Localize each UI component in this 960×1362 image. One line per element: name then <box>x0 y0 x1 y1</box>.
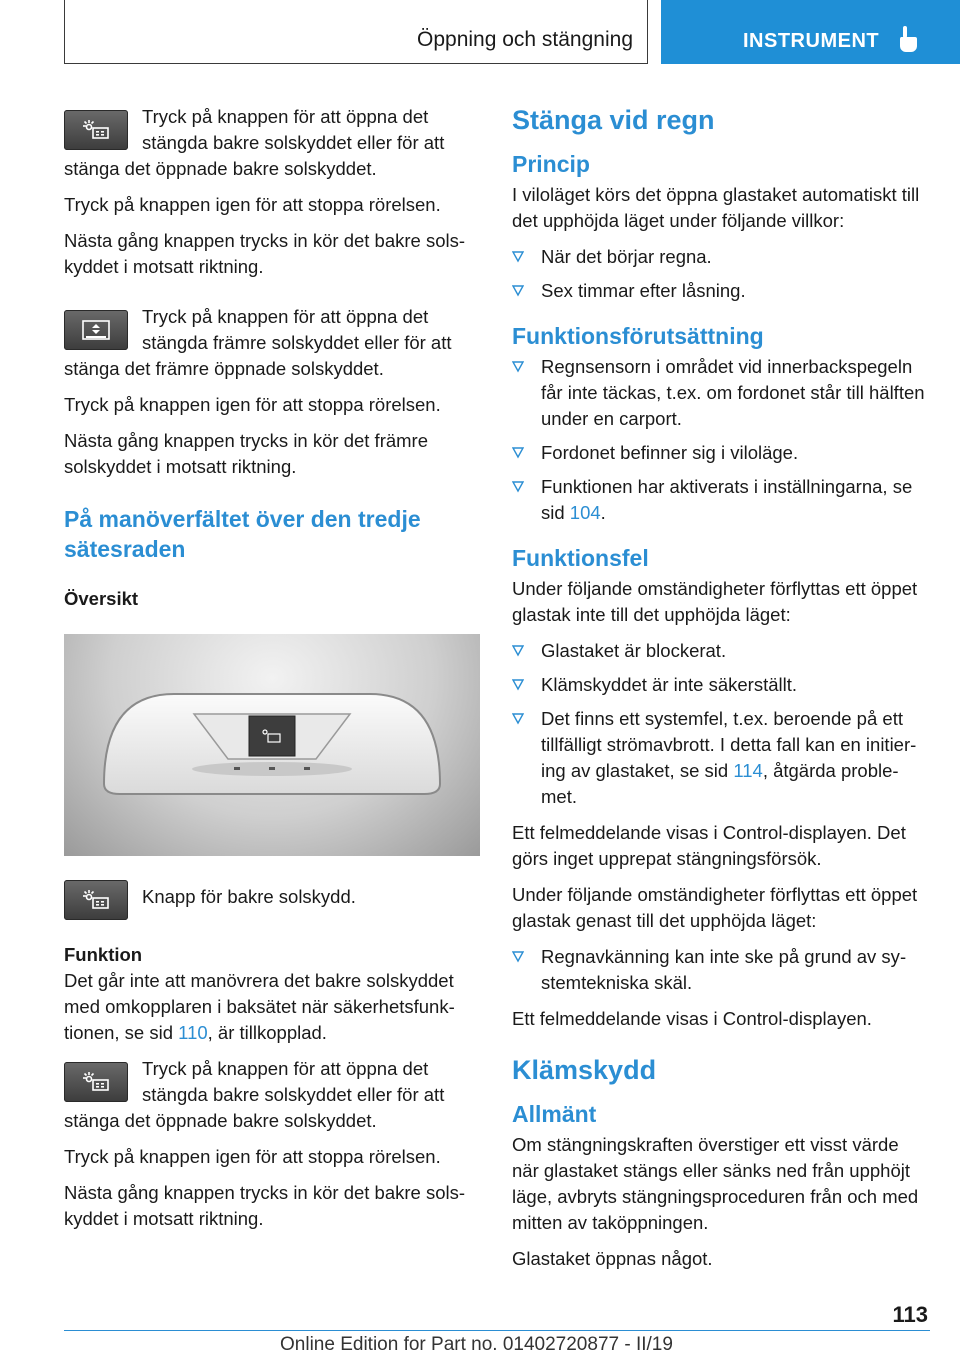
list-item: Glastaket är blockerat. <box>512 638 928 664</box>
paragraph: Nästa gång knappen trycks in kör det bakre solskyddet i motsatt riktning. <box>64 1182 466 1229</box>
page-reference-link[interactable]: 114 <box>733 760 763 781</box>
list-item: Klämskyddet är inte säkerställt. <box>512 672 928 698</box>
paragraph: Tryck på knappen igen för att stoppa rörelsen. <box>64 1146 441 1167</box>
paragraph: Ett felmeddelande visas i Control-displayen. Det görs inget upprepat stängningsförsök. <box>512 822 906 869</box>
section-heading: Stänga vid regn <box>512 105 715 135</box>
paragraph: Tryck på knappen för att öppna det stängda bakre solskyddet eller för att stänga det öppnade bakre solskyddet. <box>64 106 445 179</box>
paragraph: Tryck på knappen igen för att stoppa rörelsen. <box>64 194 441 215</box>
subsection-heading: Allmänt <box>512 1101 597 1127</box>
bullet-list <box>512 244 928 304</box>
rear-sunshade-button-icon <box>64 110 128 150</box>
paragraph: Nästa gång knappen trycks in kör det främre solskyddet i motsatt riktning. <box>64 430 429 477</box>
subsection-heading: Funktionsfel <box>512 545 649 571</box>
paragraph: Tryck på knappen för att öppna det stängda bakre solskyddet eller för att stänga det öppnade bakre solskyddet. <box>64 1058 445 1131</box>
list-item: Fordonet befinner sig i viloläge. <box>512 440 928 466</box>
rear-sunshade-button-icon <box>64 880 128 920</box>
list-item: Regnsensorn i området vid innerbackspegeln får inte täckas, t.ex. om fordonet står till hälften under en carport. <box>512 354 928 432</box>
paragraph: Ett felmeddelande visas i Control-displayen. <box>512 1008 872 1029</box>
paragraph: I viloläget körs det öppna glastaket automatiskt till det upphöjda läget under följande villkor: <box>512 184 920 231</box>
bullet-list <box>512 638 928 810</box>
overhead-control-panel-photo <box>64 634 480 856</box>
bullet-list <box>512 354 928 526</box>
right-column <box>512 104 928 1282</box>
footer-edition: Online Edition for Part no. 01402720877 - II/19 <box>280 1334 673 1355</box>
header-section-box <box>64 0 648 64</box>
page-reference-link[interactable]: 110 <box>178 1022 208 1043</box>
list-item: Det finns ett systemfel, t.ex. beroende på ett tillfälligt strömavbrott. I detta fall kan en initiering av glastaket, se sid 114, åtgärda problemet. <box>512 706 928 810</box>
paragraph: Om stängningskraften överstiger ett visst värde när glastaket stängs eller sänks ned från upphöjt läge, avbryts stängningsproceduren från och med mitten av taköppningen. <box>512 1134 919 1233</box>
left-column <box>64 104 480 1242</box>
paragraph: Under följande omständigheter förflyttas ett öppet glastak inte till det upphöjda läget: <box>512 578 918 625</box>
header-chapter-label: INSTRUMENT <box>743 30 880 52</box>
paragraph: Tryck på knappen för att öppna det stängda främre solskyddet eller för att stänga det främre öppnade solskyddet. <box>64 306 452 379</box>
rear-sunshade-button-icon <box>64 1062 128 1102</box>
list-item: Regnavkänning kan inte ske på grund av systemtekniska skäl. <box>512 944 928 996</box>
paragraph: Det går inte att manövrera det bakre solskyddet med omkopplaren i baksätet när säkerhetsfunktionen, se sid 110, är tillkopplad. <box>64 970 455 1043</box>
list-item: När det börjar regna. <box>512 244 928 270</box>
front-sunshade-button-icon <box>64 310 128 350</box>
section-heading: Klämskydd <box>512 1055 657 1085</box>
paragraph: Nästa gång knappen trycks in kör det bakre solskyddet i motsatt riktning. <box>64 230 466 277</box>
paragraph: Glastaket öppnas något. <box>512 1248 713 1269</box>
footer-divider <box>64 1330 930 1331</box>
page-number: 113 <box>892 1302 928 1327</box>
paragraph: Under följande omständigheter förflyttas ett öppet glastak genast till det upphöjda läget: <box>512 884 918 931</box>
subsection-heading: Funktionsförutsättning <box>512 323 764 349</box>
section-heading: På manöverfältet över den tredje sätesraden <box>64 506 421 562</box>
pointing-hand-icon <box>897 26 919 57</box>
image-caption: Knapp för bakre solskydd. <box>142 886 356 907</box>
bullet-list <box>512 944 928 996</box>
list-item: Funktionen har aktiverats i inställningarna, se sid 104. <box>512 474 928 526</box>
page-reference-link[interactable]: 104 <box>569 502 601 523</box>
header-chapter-tab[interactable] <box>661 0 960 64</box>
header-section-title: Öppning och stängning <box>417 28 633 51</box>
subheading: Funktion <box>64 944 143 965</box>
subheading: Översikt <box>64 588 139 609</box>
subsection-heading: Princip <box>512 151 590 177</box>
paragraph: Tryck på knappen igen för att stoppa rörelsen. <box>64 394 441 415</box>
list-item: Sex timmar efter låsning. <box>512 278 928 304</box>
